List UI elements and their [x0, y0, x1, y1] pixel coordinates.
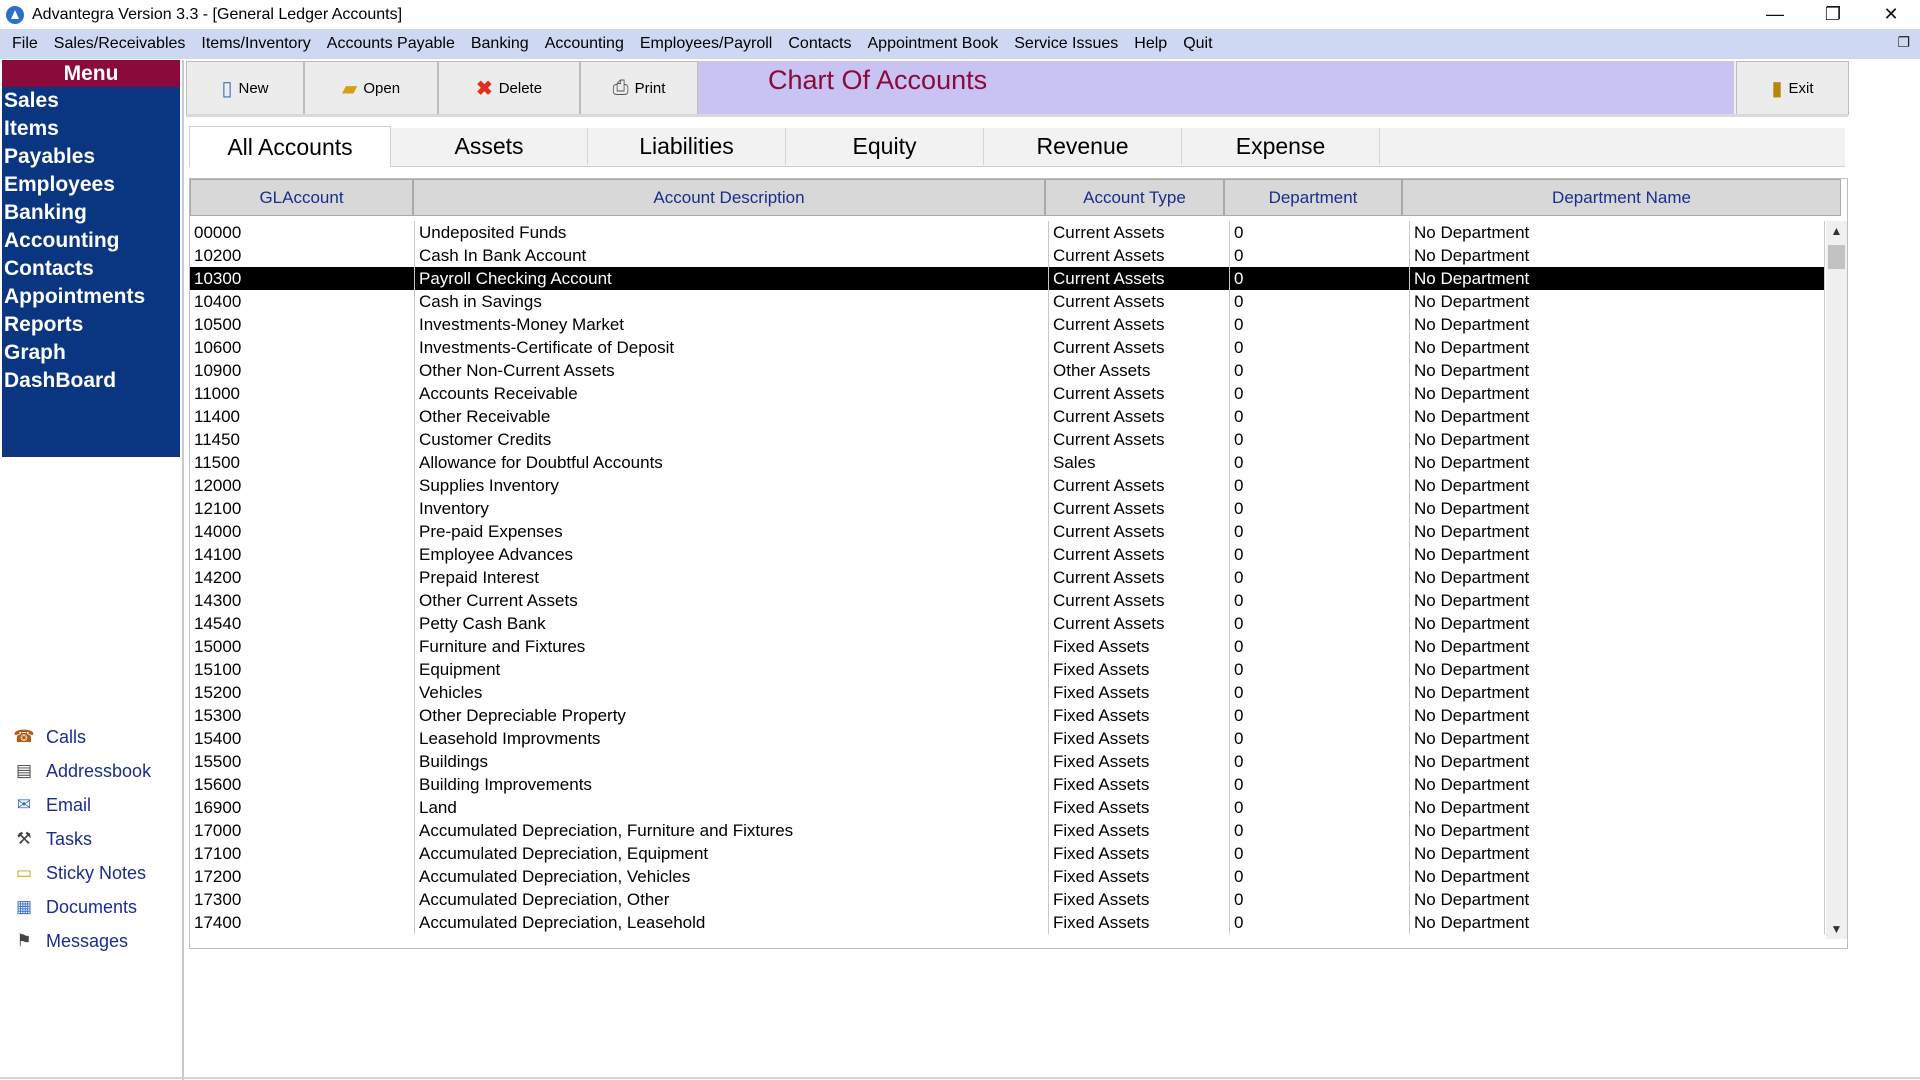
- close-button[interactable]: ✕: [1883, 4, 1899, 24]
- cell-account-description: Pre-paid Expenses: [415, 520, 1049, 543]
- cell-department: 0: [1230, 382, 1410, 405]
- cell-department: 0: [1230, 428, 1410, 451]
- menu-items-inventory[interactable]: Items/Inventory: [201, 35, 311, 52]
- cell-account-type: Fixed Assets: [1049, 911, 1230, 934]
- cell-account-description: Petty Cash Bank: [415, 612, 1049, 635]
- tool-label: Messages: [46, 930, 129, 951]
- table-row[interactable]: [190, 589, 1825, 612]
- folder-open-icon: ▰: [341, 77, 358, 100]
- cell-account-type: Fixed Assets: [1049, 704, 1230, 727]
- table-row[interactable]: [190, 359, 1825, 382]
- cell-department: 0: [1230, 244, 1410, 267]
- table-row[interactable]: [190, 727, 1825, 750]
- toolbar: [186, 61, 1848, 114]
- tool-messages[interactable]: [0, 924, 180, 958]
- cell-glaccount: 15200: [190, 681, 415, 704]
- cell-glaccount: 17200: [190, 865, 415, 888]
- minimize-button[interactable]: —: [1766, 4, 1784, 24]
- cell-glaccount: 14540: [190, 612, 415, 635]
- menu-quit[interactable]: Quit: [1183, 35, 1213, 52]
- tab-revenue[interactable]: Revenue: [984, 128, 1182, 165]
- status-divider: [0, 1077, 1920, 1079]
- cell-department: 0: [1230, 773, 1410, 796]
- cell-department: 0: [1230, 681, 1410, 704]
- cell-glaccount: 10500: [190, 313, 415, 336]
- accounts-grid: [189, 178, 1848, 949]
- table-row[interactable]: [190, 842, 1825, 865]
- account-tabs: [189, 128, 1845, 167]
- cell-glaccount: 10400: [190, 290, 415, 313]
- cell-glaccount: 16900: [190, 796, 415, 819]
- tool-label: Email: [46, 794, 92, 815]
- cell-department-name: No Department: [1410, 589, 1825, 612]
- cell-account-type: Current Assets: [1049, 290, 1230, 313]
- cell-department-name: No Department: [1410, 221, 1825, 244]
- cell-department-name: No Department: [1410, 405, 1825, 428]
- cell-department-name: No Department: [1410, 428, 1825, 451]
- table-row[interactable]: [190, 382, 1825, 405]
- exit-door-icon: ▮: [1771, 77, 1783, 100]
- cell-department-name: No Department: [1410, 497, 1825, 520]
- cell-department: 0: [1230, 658, 1410, 681]
- table-row[interactable]: [190, 796, 1825, 819]
- cell-account-type: Current Assets: [1049, 221, 1230, 244]
- cell-account-type: Current Assets: [1049, 428, 1230, 451]
- cell-department: 0: [1230, 635, 1410, 658]
- cell-account-type: Current Assets: [1049, 313, 1230, 336]
- tool-label: Documents: [46, 896, 138, 917]
- column-header-account-type[interactable]: Account Type: [1045, 179, 1224, 216]
- cell-department-name: No Department: [1410, 750, 1825, 773]
- cell-account-description: Accumulated Depreciation, Vehicles: [415, 865, 1049, 888]
- sidebar-item-accounting[interactable]: Accounting: [4, 229, 120, 252]
- table-row[interactable]: [190, 566, 1825, 589]
- cell-account-description: Prepaid Interest: [415, 566, 1049, 589]
- cell-account-description: Accumulated Depreciation, Other: [415, 888, 1049, 911]
- cell-department-name: No Department: [1410, 336, 1825, 359]
- cell-account-type: Fixed Assets: [1049, 796, 1230, 819]
- open-button[interactable]: [304, 61, 438, 115]
- window-controls: [1746, 0, 1920, 29]
- table-row[interactable]: [190, 244, 1825, 267]
- cell-account-description: Vehicles: [415, 681, 1049, 704]
- scroll-down-icon[interactable]: ▼: [1830, 922, 1843, 936]
- column-header-account-description[interactable]: Account Description: [413, 179, 1045, 216]
- table-row[interactable]: [190, 520, 1825, 543]
- table-row[interactable]: [190, 313, 1825, 336]
- cell-department: 0: [1230, 819, 1410, 842]
- cell-department-name: No Department: [1410, 313, 1825, 336]
- cell-account-type: Fixed Assets: [1049, 681, 1230, 704]
- cell-account-type: Fixed Assets: [1049, 865, 1230, 888]
- cell-department-name: No Department: [1410, 244, 1825, 267]
- cell-department: 0: [1230, 520, 1410, 543]
- column-header-department[interactable]: Department: [1224, 179, 1402, 216]
- cell-glaccount: 11500: [190, 451, 415, 474]
- tab-expense[interactable]: Expense: [1182, 128, 1380, 165]
- table-row[interactable]: [190, 865, 1825, 888]
- menu-bar: [0, 29, 1920, 59]
- printer-icon: ⎙: [612, 76, 629, 99]
- sidebar-header: Menu: [2, 60, 180, 87]
- cell-glaccount: 11000: [190, 382, 415, 405]
- tool-sticky-notes[interactable]: [0, 856, 180, 890]
- cell-glaccount: 11400: [190, 405, 415, 428]
- cell-department: 0: [1230, 336, 1410, 359]
- cell-glaccount: 17300: [190, 888, 415, 911]
- cell-department-name: No Department: [1410, 773, 1825, 796]
- cell-glaccount: 10300: [190, 267, 415, 290]
- cell-department-name: No Department: [1410, 612, 1825, 635]
- cell-account-description: Cash in Savings: [415, 290, 1049, 313]
- column-header-glaccount[interactable]: GLAccount: [190, 179, 413, 216]
- sidebar-item-dashboard[interactable]: DashBoard: [4, 369, 117, 392]
- cell-department: 0: [1230, 911, 1410, 934]
- cell-department-name: No Department: [1410, 911, 1825, 934]
- tab-assets[interactable]: Assets: [391, 128, 588, 165]
- tool-email[interactable]: [0, 788, 180, 822]
- phone-icon: ☎: [13, 727, 35, 746]
- cell-account-description: Other Depreciable Property: [415, 704, 1049, 727]
- cell-department: 0: [1230, 704, 1410, 727]
- tool-addressbook[interactable]: [0, 754, 180, 788]
- cell-account-type: Current Assets: [1049, 474, 1230, 497]
- cell-glaccount: 15600: [190, 773, 415, 796]
- menu-help[interactable]: Help: [1134, 35, 1168, 52]
- cell-account-description: Furniture and Fixtures: [415, 635, 1049, 658]
- mdi-restore-icon[interactable]: ❐: [1897, 34, 1910, 50]
- maximize-button[interactable]: ❐: [1824, 4, 1842, 24]
- cell-glaccount: 15100: [190, 658, 415, 681]
- cell-glaccount: 17400: [190, 911, 415, 934]
- cell-department-name: No Department: [1410, 796, 1825, 819]
- cell-account-description: Inventory: [415, 497, 1049, 520]
- cell-department: 0: [1230, 543, 1410, 566]
- cell-department: 0: [1230, 566, 1410, 589]
- cell-account-description: Other Non-Current Assets: [415, 359, 1049, 382]
- cell-glaccount: 17100: [190, 842, 415, 865]
- cell-account-description: Customer Credits: [415, 428, 1049, 451]
- cell-department: 0: [1230, 750, 1410, 773]
- cell-glaccount: 14000: [190, 520, 415, 543]
- cell-glaccount: 10600: [190, 336, 415, 359]
- table-row[interactable]: [190, 750, 1825, 773]
- tab-all-accounts[interactable]: All Accounts: [189, 126, 391, 167]
- cell-account-description: Land: [415, 796, 1049, 819]
- cell-account-description: Other Receivable: [415, 405, 1049, 428]
- menu-employees-payroll[interactable]: Employees/Payroll: [639, 35, 773, 52]
- table-row[interactable]: [190, 290, 1825, 313]
- title-bar: [0, 0, 1920, 29]
- cell-glaccount: 17000: [190, 819, 415, 842]
- tool-calls[interactable]: [0, 720, 180, 754]
- cell-department-name: No Department: [1410, 704, 1825, 727]
- menu-contacts[interactable]: Contacts: [788, 35, 852, 52]
- menu-appointment-book[interactable]: Appointment Book: [867, 35, 999, 52]
- cell-account-description: Other Current Assets: [415, 589, 1049, 612]
- table-row[interactable]: [190, 658, 1825, 681]
- table-row[interactable]: [190, 543, 1825, 566]
- new-document-icon: ▯: [221, 77, 233, 100]
- tool-label: Tasks: [46, 828, 93, 849]
- cell-glaccount: 00000: [190, 221, 415, 244]
- cell-account-description: Building Improvements: [415, 773, 1049, 796]
- table-row[interactable]: [190, 888, 1825, 911]
- sidebar-item-payables[interactable]: Payables: [4, 145, 96, 168]
- cell-department: 0: [1230, 589, 1410, 612]
- cell-account-type: Current Assets: [1049, 382, 1230, 405]
- cell-glaccount: 12000: [190, 474, 415, 497]
- sidebar-item-graph[interactable]: Graph: [4, 341, 66, 364]
- messages-icon: ⚑: [16, 931, 32, 950]
- documents-icon: ▦: [15, 897, 33, 916]
- cell-glaccount: 15400: [190, 727, 415, 750]
- cell-account-description: Equipment: [415, 658, 1049, 681]
- sidebar-item-banking[interactable]: Banking: [4, 201, 87, 224]
- cell-account-type: Fixed Assets: [1049, 773, 1230, 796]
- cell-glaccount: 10900: [190, 359, 415, 382]
- tool-label: Addressbook: [46, 760, 152, 781]
- cell-glaccount: 15300: [190, 704, 415, 727]
- cell-account-type: Fixed Assets: [1049, 635, 1230, 658]
- table-row[interactable]: [190, 911, 1825, 934]
- cell-account-type: Current Assets: [1049, 267, 1230, 290]
- cell-glaccount: 12100: [190, 497, 415, 520]
- menu-service-issues[interactable]: Service Issues: [1014, 35, 1119, 52]
- tab-equity[interactable]: Equity: [786, 128, 984, 165]
- sidebar-item-reports[interactable]: Reports: [4, 313, 84, 336]
- cell-account-type: Current Assets: [1049, 497, 1230, 520]
- cell-glaccount: 14200: [190, 566, 415, 589]
- print-button[interactable]: [580, 61, 698, 115]
- cell-account-type: Current Assets: [1049, 566, 1230, 589]
- delete-x-icon: ✖: [475, 77, 493, 100]
- cell-department-name: No Department: [1410, 290, 1825, 313]
- cell-glaccount: 14100: [190, 543, 415, 566]
- cell-account-type: Current Assets: [1049, 589, 1230, 612]
- cell-department: 0: [1230, 865, 1410, 888]
- cell-department: 0: [1230, 497, 1410, 520]
- table-row[interactable]: [190, 405, 1825, 428]
- print-button-label: Print: [634, 79, 666, 97]
- cell-account-description: Investments-Certificate of Deposit: [415, 336, 1049, 359]
- cell-account-type: Current Assets: [1049, 336, 1230, 359]
- scrollbar-thumb[interactable]: [1828, 245, 1845, 269]
- table-row[interactable]: [190, 497, 1825, 520]
- cell-account-description: Accumulated Depreciation, Furniture and Fixtures: [415, 819, 1049, 842]
- page-title-panel: [698, 61, 1734, 114]
- cell-account-type: Fixed Assets: [1049, 819, 1230, 842]
- table-row[interactable]: [190, 612, 1825, 635]
- table-row[interactable]: [190, 267, 1825, 290]
- cell-account-description: Supplies Inventory: [415, 474, 1049, 497]
- tool-label: Sticky Notes: [46, 862, 147, 883]
- cell-account-type: Fixed Assets: [1049, 727, 1230, 750]
- addressbook-icon: ▤: [15, 761, 33, 780]
- cell-department: 0: [1230, 267, 1410, 290]
- cell-department: 0: [1230, 221, 1410, 244]
- cell-department-name: No Department: [1410, 267, 1825, 290]
- cell-account-type: Current Assets: [1049, 612, 1230, 635]
- cell-department: 0: [1230, 313, 1410, 336]
- cell-account-type: Other Assets: [1049, 359, 1230, 382]
- cell-account-type: Current Assets: [1049, 244, 1230, 267]
- menu-sales-receivables[interactable]: Sales/Receivables: [53, 35, 186, 52]
- cell-department-name: No Department: [1410, 359, 1825, 382]
- cell-department-name: No Department: [1410, 382, 1825, 405]
- cell-department-name: No Department: [1410, 842, 1825, 865]
- cell-department-name: No Department: [1410, 888, 1825, 911]
- cell-glaccount: 15000: [190, 635, 415, 658]
- email-icon: ✉: [16, 795, 32, 814]
- cell-account-type: Sales: [1049, 451, 1230, 474]
- sidebar-item-items[interactable]: Items: [4, 117, 59, 140]
- sidebar-nav: [2, 87, 180, 457]
- cell-account-description: Accumulated Depreciation, Equipment: [415, 842, 1049, 865]
- table-row[interactable]: [190, 773, 1825, 796]
- open-button-label: Open: [363, 79, 401, 97]
- toolbar-divider: [186, 114, 1848, 117]
- cell-account-description: Undeposited Funds: [415, 221, 1049, 244]
- tool-label: Calls: [46, 726, 87, 747]
- cell-department-name: No Department: [1410, 819, 1825, 842]
- cell-department-name: No Department: [1410, 474, 1825, 497]
- cell-department-name: No Department: [1410, 451, 1825, 474]
- sidebar-item-appointments[interactable]: Appointments: [4, 285, 146, 308]
- cell-glaccount: 14300: [190, 589, 415, 612]
- cell-department: 0: [1230, 290, 1410, 313]
- sidebar-item-employees[interactable]: Employees: [4, 173, 115, 196]
- menu-accounting[interactable]: Accounting: [544, 35, 624, 52]
- cell-department: 0: [1230, 474, 1410, 497]
- cell-account-description: Leasehold Improvments: [415, 727, 1049, 750]
- cell-account-description: Allowance for Doubtful Accounts: [415, 451, 1049, 474]
- grid-body: [190, 221, 1825, 939]
- tasks-icon: ⚒: [16, 829, 32, 848]
- column-header-department-name[interactable]: Department Name: [1402, 179, 1841, 216]
- cell-department-name: No Department: [1410, 681, 1825, 704]
- table-row[interactable]: [190, 474, 1825, 497]
- menu-banking[interactable]: Banking: [470, 35, 529, 52]
- tool-documents[interactable]: [0, 890, 180, 924]
- cell-account-description: Employee Advances: [415, 543, 1049, 566]
- sidebar-item-contacts[interactable]: Contacts: [4, 257, 94, 280]
- new-button-label: New: [238, 79, 269, 97]
- cell-department-name: No Department: [1410, 635, 1825, 658]
- cell-department-name: No Department: [1410, 543, 1825, 566]
- sidebar: [0, 60, 184, 1080]
- cell-department-name: No Department: [1410, 727, 1825, 750]
- cell-account-description: Cash In Bank Account: [415, 244, 1049, 267]
- cell-account-description: Buildings: [415, 750, 1049, 773]
- new-button[interactable]: [186, 61, 304, 115]
- cell-glaccount: 10200: [190, 244, 415, 267]
- table-row[interactable]: [190, 336, 1825, 359]
- cell-department: 0: [1230, 359, 1410, 382]
- menu-accounts-payable[interactable]: Accounts Payable: [326, 35, 455, 52]
- delete-button[interactable]: [438, 61, 580, 115]
- cell-department-name: No Department: [1410, 566, 1825, 589]
- table-row[interactable]: [190, 704, 1825, 727]
- cell-account-type: Current Assets: [1049, 405, 1230, 428]
- vertical-scrollbar[interactable]: [1826, 221, 1847, 939]
- cell-account-description: Investments-Money Market: [415, 313, 1049, 336]
- cell-account-type: Fixed Assets: [1049, 888, 1230, 911]
- cell-glaccount: 11450: [190, 428, 415, 451]
- window-title: Advantegra Version 3.3 - [General Ledger Accounts]: [32, 5, 403, 23]
- cell-department: 0: [1230, 727, 1410, 750]
- cell-account-type: Fixed Assets: [1049, 658, 1230, 681]
- table-row[interactable]: [190, 428, 1825, 451]
- sidebar-tools: [0, 720, 180, 958]
- menu-file[interactable]: File: [12, 35, 38, 52]
- cell-account-description: Payroll Checking Account: [415, 267, 1049, 290]
- cell-account-type: Fixed Assets: [1049, 750, 1230, 773]
- delete-button-label: Delete: [498, 79, 543, 97]
- table-row[interactable]: [190, 819, 1825, 842]
- cell-department: 0: [1230, 842, 1410, 865]
- cell-department: 0: [1230, 888, 1410, 911]
- cell-department-name: No Department: [1410, 865, 1825, 888]
- cell-department: 0: [1230, 451, 1410, 474]
- cell-account-type: Current Assets: [1049, 520, 1230, 543]
- cell-department-name: No Department: [1410, 520, 1825, 543]
- tab-liabilities[interactable]: Liabilities: [588, 128, 786, 165]
- page-title: Chart Of Accounts: [768, 65, 988, 95]
- app-logo-icon: [6, 6, 24, 24]
- cell-department: 0: [1230, 796, 1410, 819]
- exit-button-label: Exit: [1788, 79, 1814, 97]
- cell-account-type: Current Assets: [1049, 543, 1230, 566]
- table-row[interactable]: [190, 681, 1825, 704]
- cell-account-type: Fixed Assets: [1049, 842, 1230, 865]
- cell-account-description: Accumulated Depreciation, Leasehold: [415, 911, 1049, 934]
- table-row[interactable]: [190, 221, 1825, 244]
- grid-header: [190, 179, 1847, 216]
- exit-button[interactable]: [1736, 61, 1849, 115]
- table-row[interactable]: [190, 635, 1825, 658]
- cell-glaccount: 15500: [190, 750, 415, 773]
- table-row[interactable]: [190, 451, 1825, 474]
- sidebar-item-sales[interactable]: Sales: [4, 89, 59, 112]
- tool-tasks[interactable]: [0, 822, 180, 856]
- scroll-up-icon[interactable]: ▲: [1830, 224, 1843, 238]
- cell-department: 0: [1230, 612, 1410, 635]
- cell-department: 0: [1230, 405, 1410, 428]
- cell-account-description: Accounts Receivable: [415, 382, 1049, 405]
- cell-department-name: No Department: [1410, 658, 1825, 681]
- sticky-notes-icon: ▭: [15, 863, 33, 882]
